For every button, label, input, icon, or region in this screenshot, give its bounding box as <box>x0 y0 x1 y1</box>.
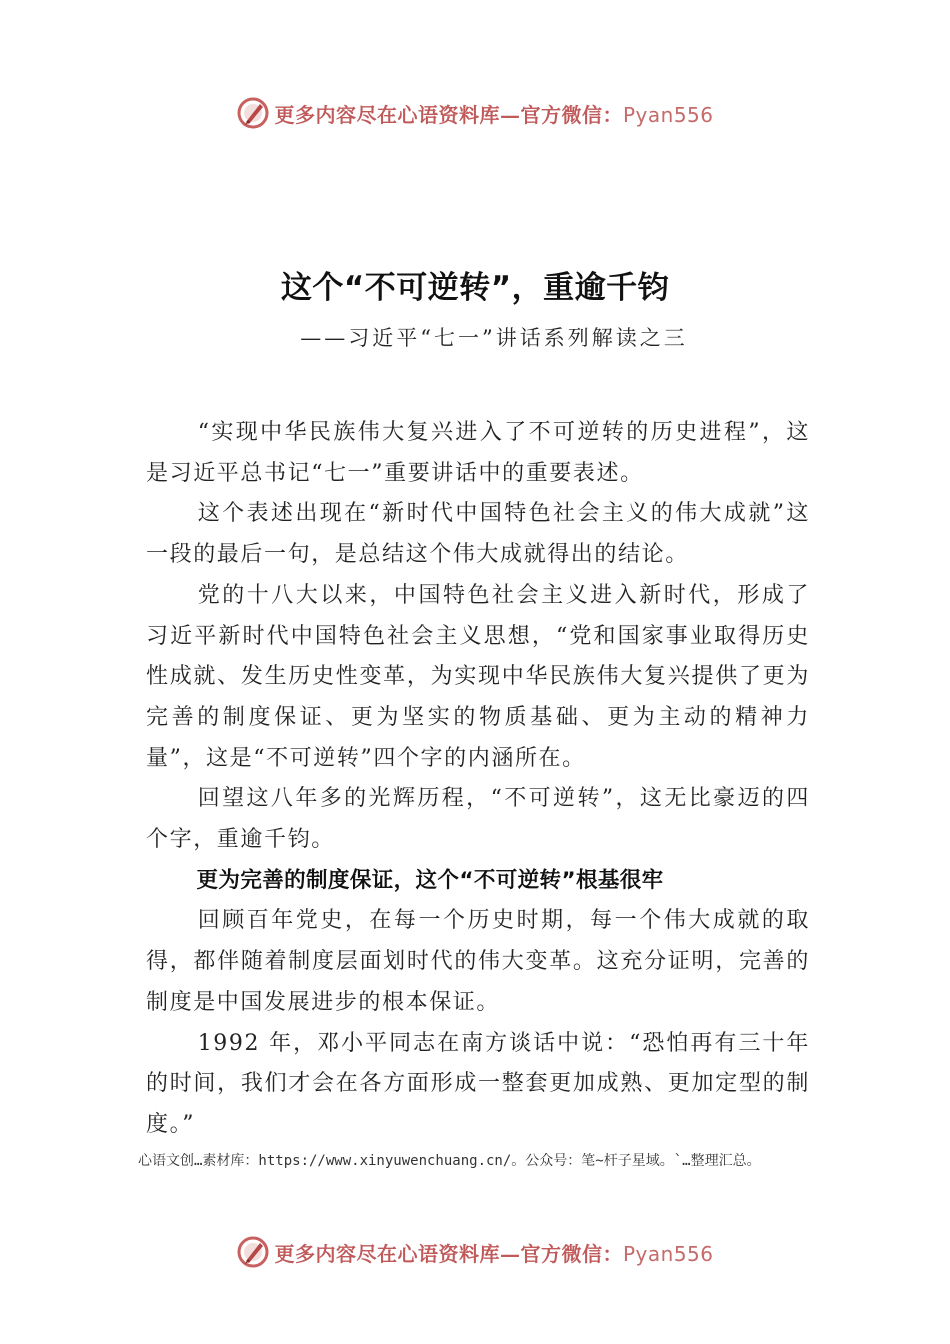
footer-banner <box>0 1234 950 1270</box>
quill-pen-logo-icon <box>236 96 270 130</box>
paragraph: 党的十八大以来，中国特色社会主义进入新时代，形成了习近平新时代中国特色社会主义思想，“党和国家事业取得历史性成就、发生历史性变革，为实现中华民族伟大复兴提供了更为完善的制度保证、更为坚实的物质基础、更为主动的精神力量”，这是“不可逆转”四个字的内涵所在。 <box>146 582 810 771</box>
banner-text: 更多内容尽在心语资料库—官方微信：Pyan556 <box>274 1241 714 1266</box>
paragraph: “实现中华民族伟大复兴进入了不可逆转的历史进程”，这是习近平总书记“七一”重要讲话中的重要表述。 <box>146 420 810 486</box>
paragraph: 这个表述出现在“新时代中国特色社会主义的伟大成就”这一段的最后一句，是总结这个伟大成就得出的结论。 <box>146 501 810 568</box>
wechat-id: Pyan556 <box>622 102 714 127</box>
source-note: 心语文创…素材库：https://www.xinyuwenchuang.cn/。公众号：笔~杆子星域。`…整理汇总。 <box>138 1153 761 1169</box>
section-heading: 更为完善的制度保证，这个“不可逆转”根基很牢 <box>196 867 664 893</box>
paragraph: 回顾百年党史，在每一个历史时期，每一个伟大成就的取得，都伴随着制度层面划时代的伟大变革。这充分证明，完善的制度是中国发展进步的根本保证。 <box>146 908 810 1015</box>
wechat-id: Pyan556 <box>622 1241 714 1266</box>
document-body <box>146 413 810 1146</box>
paragraph: 1992 年，邓小平同志在南方谈话中说：“恐怕再有三十年的时间，我们才会在各方面形成一整套更加成熟、更加定型的制度。” <box>146 1030 810 1137</box>
quill-pen-logo-icon <box>236 1235 270 1269</box>
paragraph: 回望这八年多的光辉历程，“不可逆转”，这无比豪迈的四个字，重逾千钧。 <box>146 786 810 853</box>
document-subtitle: ——习近平“七一”讲话系列解读之三 <box>300 326 688 350</box>
header-banner <box>0 95 950 131</box>
document-title: 这个“不可逆转”，重逾千钧 <box>280 270 670 306</box>
banner-text: 更多内容尽在心语资料库—官方微信：Pyan556 <box>274 102 714 127</box>
